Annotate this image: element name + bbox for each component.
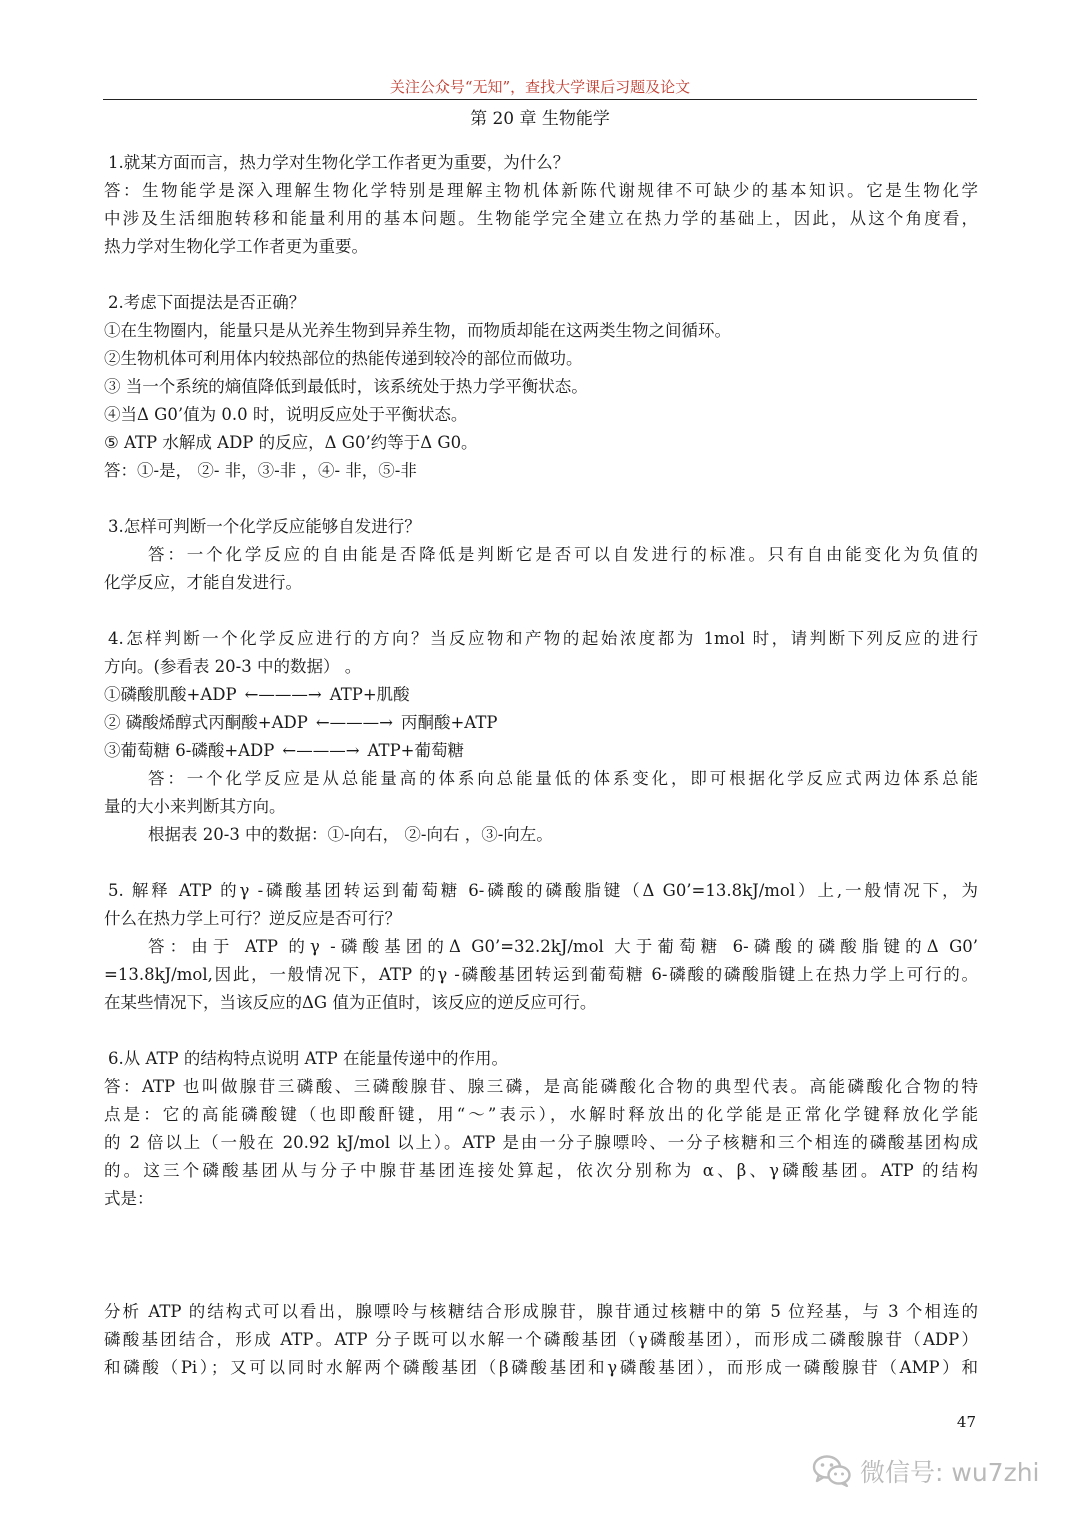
page-number: 47 — [956, 1413, 976, 1431]
q6-analysis-line: 分析 ATP 的结构式可以看出，腺嘌呤与核糖结合形成腺苷，腺苷通过核糖中的第 5 位羟基，与 3 个相连的 — [104, 1302, 978, 1321]
reaction-left: ③葡萄糖 6-磷酸+ADP — [104, 741, 275, 760]
q6-answer-line: 的。这三个磷酸基团从与分子中腺苷基团连接处算起，依次分别称为 α、β、γ磷酸基团。ATP 的结构 — [104, 1161, 978, 1180]
q1-question: 1.就某方面而言，热力学对生物化学工作者更为重要，为什么？ — [108, 153, 570, 172]
q1-answer-line: 热力学对生物化学工作者更为重要。 — [104, 237, 368, 256]
q1-answer-line: 答：生物能学是深入理解生物化学特别是理解主物机体新陈代谢规律不可缺少的基本知识。它是生物化学 — [104, 181, 978, 200]
q3-question: 3.怎样可判断一个化学反应能够自发进行？ — [108, 517, 421, 536]
q1-answer-line: 中涉及生活细胞转移和能量利用的基本问题。生物能学完全建立在热力学的基础上，因此，从这个角度看， — [104, 209, 978, 228]
reversible-arrow: ←———→ — [315, 713, 393, 732]
watermark — [812, 1451, 1039, 1491]
watermark-text: 微信号: wu7zhi — [860, 1458, 1040, 1487]
q4-answer-data: 根据表 20-3 中的数据：①-向右， ②-向右 ，③-向左。 — [148, 825, 553, 844]
chapter-title: 第 20 章 生物能学 — [470, 109, 610, 129]
q2-item: ①在生物圈内，能量只是从光养生物到异养生物，而物质却能在这两类生物之间循环。 — [104, 321, 731, 340]
q4-question-line: 方向。(参看表 20-3 中的数据） 。 — [104, 657, 362, 676]
q5-answer-line: =13.8kJ/mol,因此，一般情况下，ATP 的γ -磷酸基团转运到葡萄糖 6-磷酸的磷酸脂键上在热力学上可行的。 — [104, 965, 978, 984]
q6-answer-line: 答：ATP 也叫做腺苷三磷酸、三磷酸腺苷、腺三磷，是高能磷酸化合物的典型代表。高能磷酸化合物的特 — [104, 1077, 978, 1096]
reaction-row — [104, 737, 978, 765]
q5-question-line: 什么在热力学上可行？逆反应是否可行？ — [104, 909, 401, 928]
q3-answer-line: 化学反应，才能自发进行。 — [104, 573, 302, 592]
q6-question: 6.从 ATP 的结构特点说明 ATP 在能量传递中的作用。 — [108, 1049, 508, 1068]
q6-analysis-line: 磷酸基团结合，形成 ATP。ATP 分子既可以水解一个磷酸基团（γ磷酸基团），而形成二磷酸腺苷（ADP） — [104, 1330, 978, 1349]
structure-figure-space — [104, 1213, 978, 1298]
reaction-right: 丙酮酸+ATP — [400, 713, 498, 732]
reaction-row — [104, 709, 978, 737]
q5-question-line: 5. 解释 ATP 的γ -磷酸基团转运到葡萄糖 6-磷酸的磷酸脂键（Δ G0’=13.8kJ/mol）上,一般情况下，为 — [108, 881, 978, 900]
q2-item: ③ 当一个系统的熵值降低到最低时，该系统处于热力学平衡状态。 — [104, 377, 588, 396]
q2-item: ⑤ ATP 水解成 ADP 的反应，Δ G0’约等于Δ G0。 — [104, 433, 478, 452]
q6-answer-line: 式是： — [104, 1189, 154, 1208]
document-body — [104, 149, 978, 1382]
wechat-icon — [812, 1454, 852, 1488]
q6-analysis-line: 和磷酸（Pi）；又可以同时水解两个磷酸基团（β磷酸基团和γ磷酸基团），而形成一磷酸腺苷（AMP）和 — [104, 1358, 978, 1377]
reversible-arrow: ←———→ — [244, 685, 322, 704]
header-rule — [103, 99, 977, 100]
q6-answer-line: 点是：它的高能磷酸键（也即酸酐键，用“～”表示），水解时释放出的化学能是正常化学键释放化学能 — [104, 1105, 978, 1124]
reversible-arrow: ←———→ — [282, 741, 360, 760]
q4-question-line: 4.怎样判断一个化学反应进行的方向？当反应物和产物的起始浓度都为 1mol 时，请判断下列反应的进行 — [108, 629, 978, 648]
header-note: 关注公众号“无知”，查找大学课后习题及论文 — [389, 78, 691, 96]
q5-answer-line: 在某些情况下，当该反应的ΔG 值为正值时，该反应的逆反应可行。 — [104, 993, 597, 1012]
reaction-left: ② 磷酸烯醇式丙酮酸+ADP — [104, 713, 308, 732]
reaction-left: ①磷酸肌酸+ADP — [104, 685, 237, 704]
q2-question: 2.考虑下面提法是否正确？ — [108, 293, 306, 312]
q5-answer-line: 答：由于 ATP 的γ -磷酸基团的Δ G0’=32.2kJ/mol 大于葡萄糖 6-磷酸的磷酸脂键的Δ G0’ — [148, 937, 978, 956]
reaction-row — [104, 681, 978, 709]
q2-item: ④当Δ G0’值为 0.0 时，说明反应处于平衡状态。 — [104, 405, 468, 424]
q2-answer: 答：①-是， ②- 非，③-非 ，④- 非，⑤-非 — [104, 461, 417, 480]
q6-answer-line: 的 2 倍以上（一般在 20.92 kJ/mol 以上）。ATP 是由一分子腺嘌呤、一分子核糖和三个相连的磷酸基团构成 — [104, 1133, 978, 1152]
reaction-right: ATP+葡萄糖 — [367, 741, 464, 760]
q3-answer-line: 答：一个化学反应的自由能是否降低是判断它是否可以自发进行的标准。只有自由能变化为负值的 — [148, 545, 978, 564]
reaction-right: ATP+肌酸 — [329, 685, 410, 704]
q4-answer-line: 答：一个化学反应是从总能量高的体系向总能量低的体系变化，即可根据化学反应式两边体系总能 — [148, 769, 978, 788]
q4-answer-line: 量的大小来判断其方向。 — [104, 797, 286, 816]
q2-item: ②生物机体可利用体内较热部位的热能传递到较冷的部位而做功。 — [104, 349, 583, 368]
